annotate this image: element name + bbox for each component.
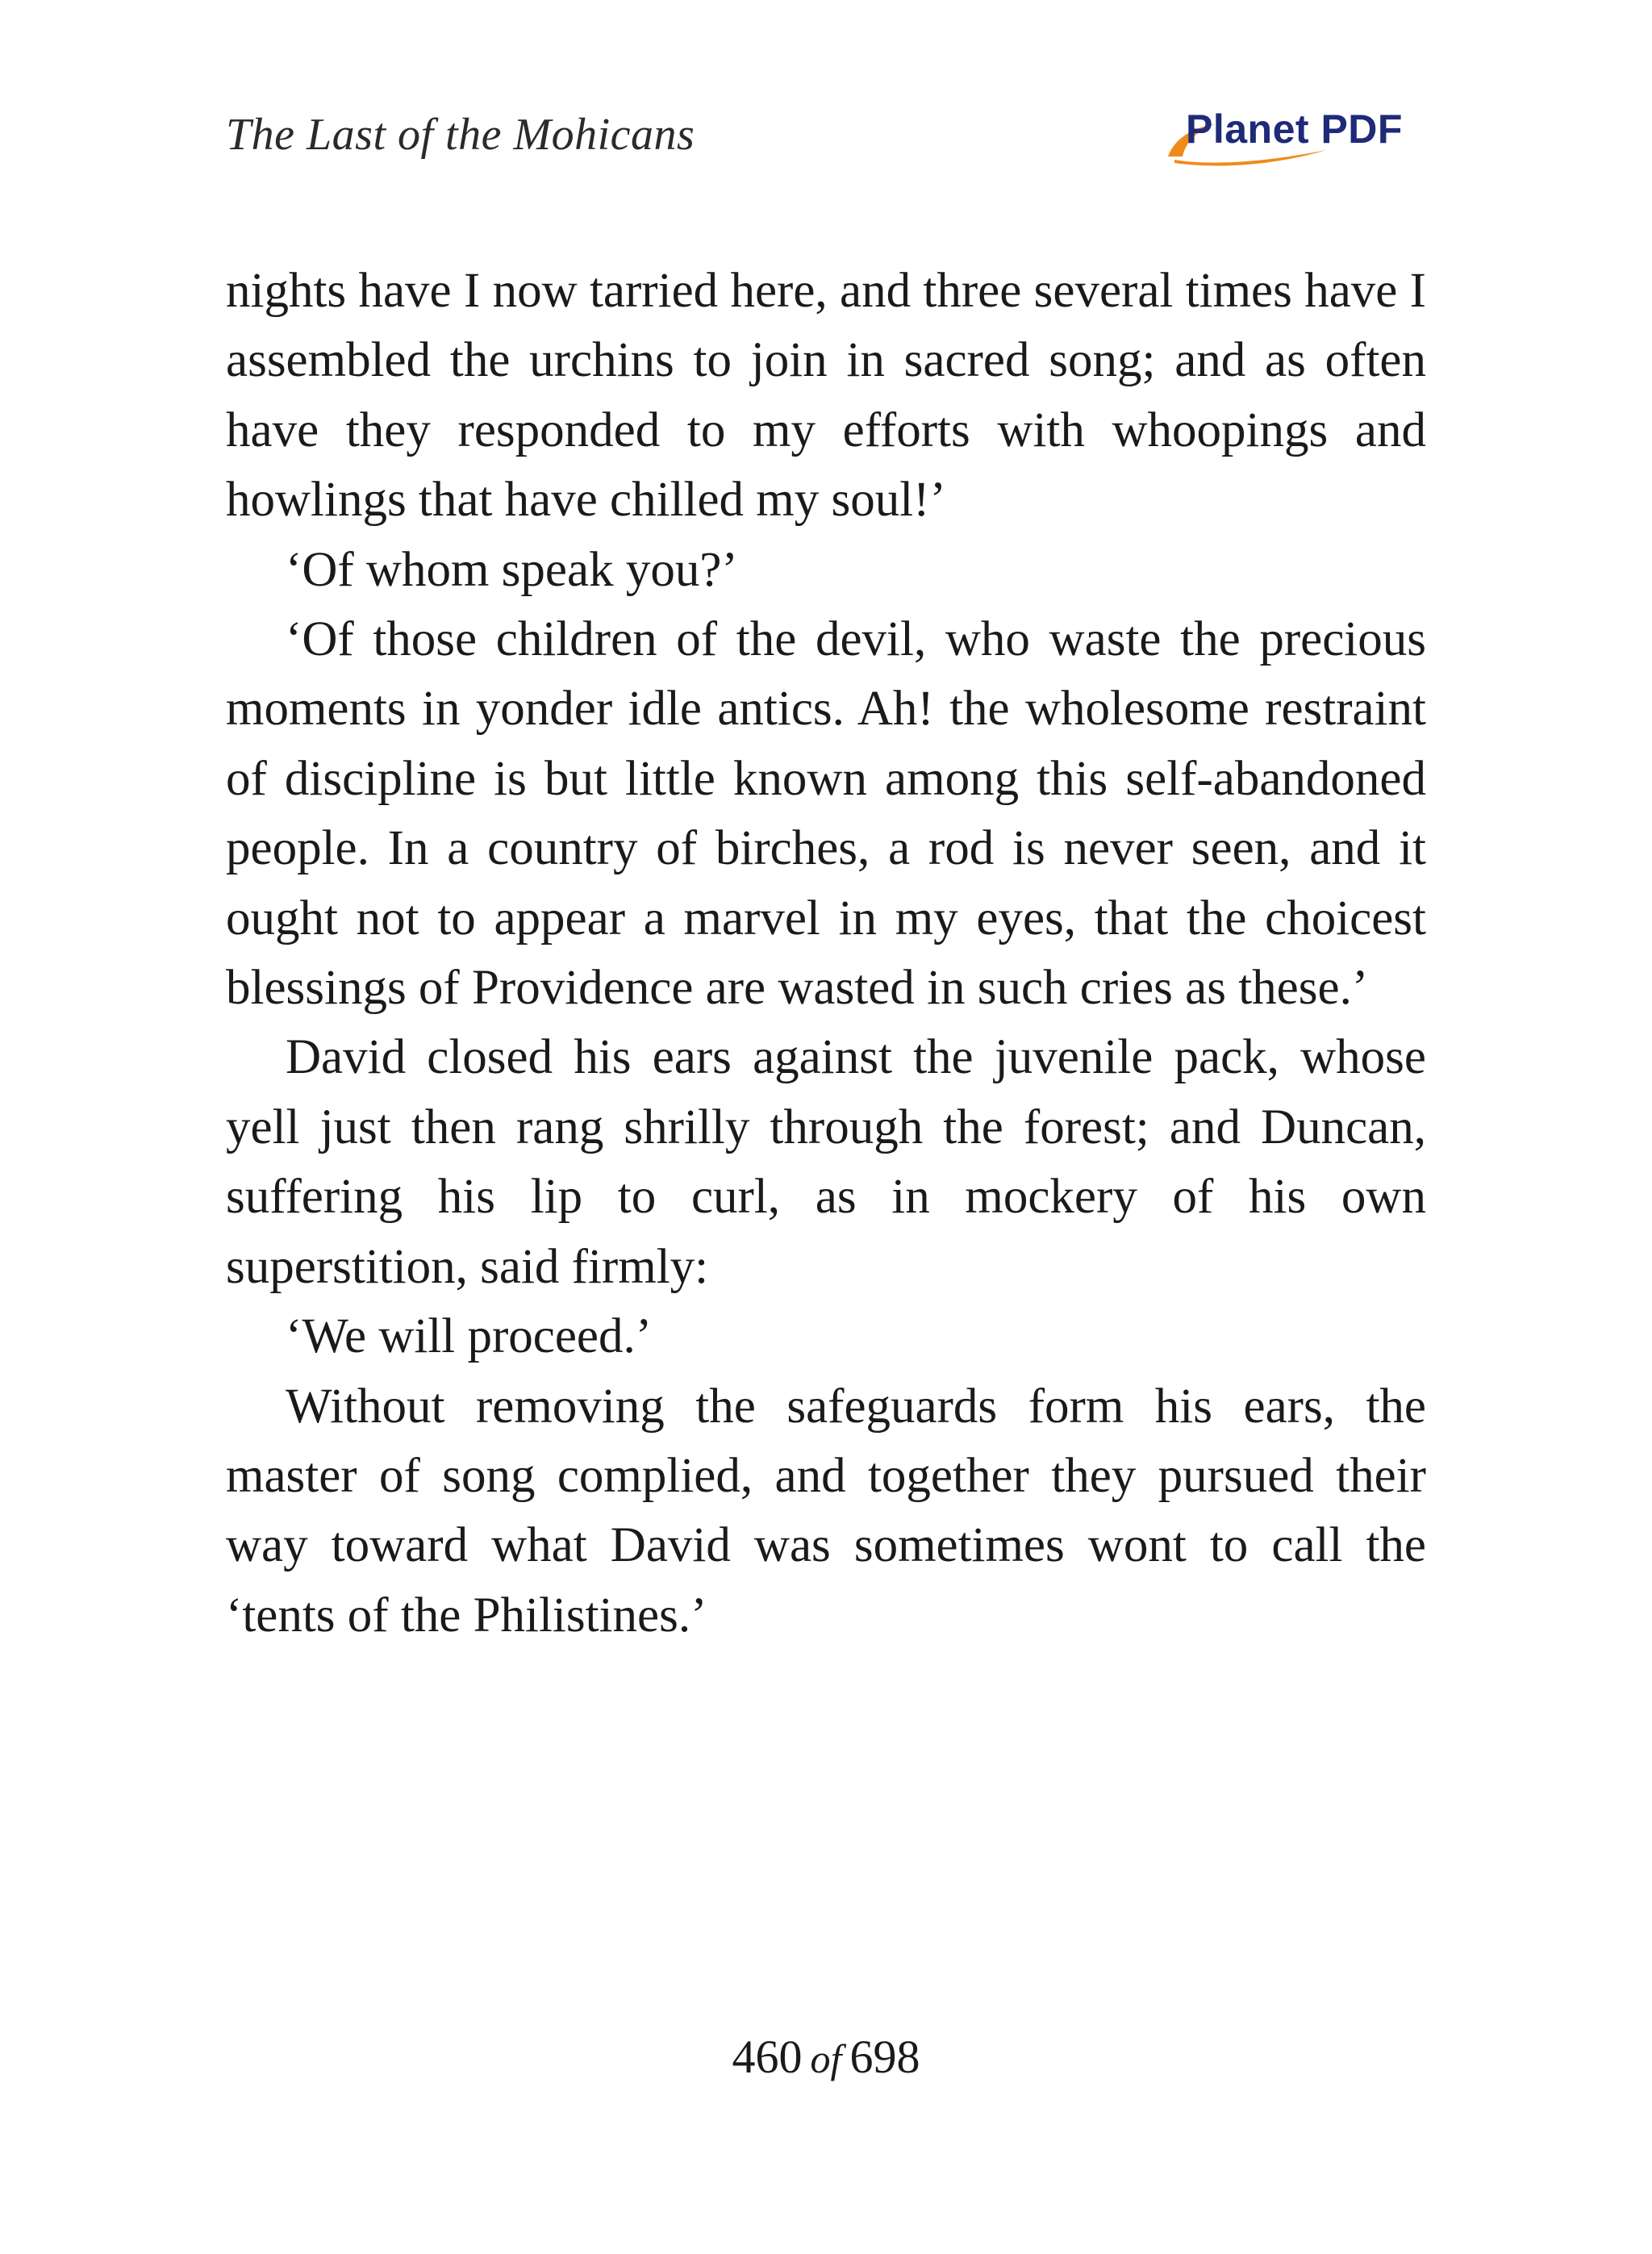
planet-pdf-logo bbox=[1165, 103, 1423, 168]
paragraph: Without removing the safeguards form his ears, the master of song complied, and together they pursued their way toward what David was sometimes wont to call the ‘tents of the Philistines.’ bbox=[226, 1379, 1426, 1642]
paragraph: nights have I now tarried here, and three several times have I assembled the urchins to join in sacred song; and as often have they responded to my efforts with whoopings and howlings that have chilled my soul!’ bbox=[226, 264, 1426, 528]
paragraph: David closed his ears against the juvenile pack, whose yell just then rang shrilly through the forest; and Duncan, suffering his lip to curl, as in mockery of his own superstition, said firmly: bbox=[226, 1030, 1426, 1294]
page-body bbox=[226, 257, 1426, 1651]
logo-text: Planet PDF bbox=[1186, 106, 1403, 152]
paragraph: ‘Of whom speak you?’ bbox=[286, 542, 738, 597]
page-number bbox=[0, 2029, 1652, 2087]
running-title: The Last of the Mohicans bbox=[226, 110, 695, 160]
paragraph: ‘We will proceed.’ bbox=[286, 1309, 653, 1364]
of-label: of bbox=[810, 2036, 842, 2081]
total-pages: 698 bbox=[849, 2031, 920, 2083]
current-page: 460 bbox=[732, 2031, 803, 2083]
paragraph: ‘Of those children of the devil, who waste the precious moments in yonder idle antics. Ah! the wholesome restraint of discipline is but little known among this self-abandoned people. In a country of birches, a rod is never seen, and it ought not to appear a marvel in my eyes, that the choicest blessings of Providence are wasted in such cries as these.’ bbox=[226, 612, 1426, 1016]
